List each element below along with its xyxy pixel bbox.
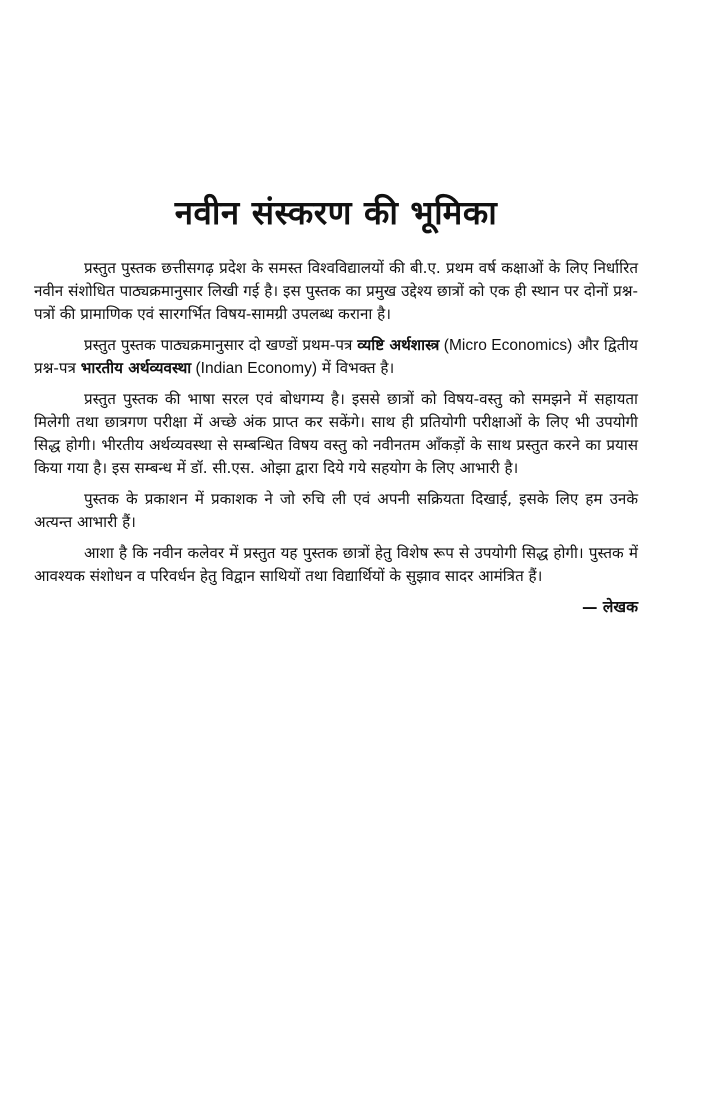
author-signature: — लेखक <box>582 598 638 616</box>
indian-economy-english: (Indian Economy) <box>191 360 317 377</box>
paragraph-1: प्रस्तुत पुस्तक छत्तीसगढ़ प्रदेश के समस्त विश्वविद्यालयों की बी.ए. प्रथम वर्ष कक्षाओं के लिए निर्धारित नवीन संशोधित पाठ्यक्रमानुसार लिखी गई है। इस पुस्तक का प्रमुख उद्देश्य छात्रों को एक ही स्थान पर दोनों प्रश्न-पत्रों की प्रामाणिक एवं सारगर्भित विषय-सामग्री उपलब्ध कराना है। <box>34 259 638 323</box>
paragraph-2-text-a: प्रस्तुत पुस्तक पाठ्यक्रमानुसार दो खण्डों प्रथम-पत्र <box>84 336 358 354</box>
paragraph-2-text-b: और द्वितीय प्रश्न-पत्र <box>34 336 638 377</box>
micro-economics-english: (Micro Economics) <box>439 337 573 354</box>
paragraph-2-text-c: में विभक्त है। <box>317 359 395 377</box>
page-title: नवीन संस्करण की भूमिका <box>174 193 498 232</box>
micro-economics-hindi: व्यष्टि अर्थशास्त्र <box>357 336 440 354</box>
indian-economy-hindi: भारतीय अर्थव्यवस्था <box>80 359 192 377</box>
preface-body <box>34 257 638 619</box>
paragraph-2 <box>34 334 638 380</box>
paragraph-5: आशा है कि नवीन कलेवर में प्रस्तुत यह पुस्तक छात्रों हेतु विशेष रूप से उपयोगी सिद्ध होगी। पुस्तक में आवश्यक संशोधन व परिवर्धन हेतु विद्वान साथियों तथा विद्यार्थियों के सुझाव सादर आमंत्रित हैं। <box>34 544 638 585</box>
document-page <box>34 0 638 1118</box>
paragraph-4: पुस्तक के प्रकाशन में प्रकाशक ने जो रुचि ली एवं अपनी सक्रियता दिखाई, इसके लिए हम उनके अत्यन्त आभारी हैं। <box>34 490 638 531</box>
paragraph-3: प्रस्तुत पुस्तक की भाषा सरल एवं बोधगम्य है। इससे छात्रों को विषय-वस्तु को समझने में सहायता मिलेगी तथा छात्रगण परीक्षा में अच्छे अंक प्राप्त कर सकेंगे। साथ ही प्रतियोगी परीक्षाओं के लिए भी उपयोगी सिद्ध होगी। भीरतीय अर्थव्यवस्था से सम्बन्धित विषय वस्तु को नवीनतम आँकड़ों के साथ प्रस्तुत करने का प्रयास किया गया है। इस सम्बन्ध में डॉ. सी.एस. ओझा द्वारा दिये गये सहयोग के लिए आभारी है। <box>34 390 638 477</box>
